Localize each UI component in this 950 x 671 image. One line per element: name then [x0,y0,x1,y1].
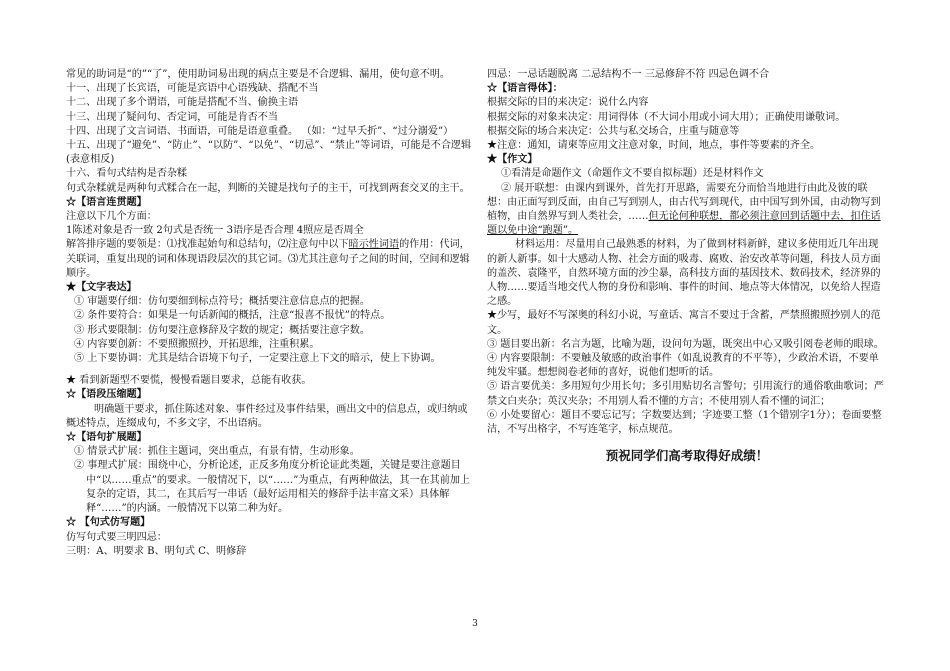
list-item: 十四、出现了文言词语、书面语，可能是语意重叠。 （如：“过早夭折”、“过分溺爱”） [66,125,454,137]
list-item: ④ 内容要限制：不要触及敏感的政治事件（如乱说教育的不平等），少政治术语，不要单纯发牢骚。想想阅卷老师的喜好，说他们想听的话。 [487,353,879,379]
list-item: ①看清是命题作文（命题作文不要自拟标题）还是材料作文 [501,168,764,180]
page-number: 3 [472,619,478,629]
section-heading: ☆ 【句式仿写题】 [66,517,151,529]
list-item: ② 事理式扩展：围绕中心，分析论述，正反多角度分析论证此类题，关键是要注意题目中“以……重点”的要求。一般情况下，以“……”为重点，有两种做法，其一在其前加上复杂的定语，其二，在其后写一串话（最好运用相关的修辞手法丰富文采）具体解释“……”的内涵。一般情况下以第二种为好。 [74,460,471,515]
list-item: 十五、出现了“避免”、“防止”、“以防”、“以免”、“切忌”、“禁止”等词语，可能是不合逻辑(表意相反) [66,140,472,166]
paragraph: 注意以下几个方面： [66,211,157,223]
paragraph-text: 的作用：代词，关联词，重复出现的词和体现语段层次的其它词。⑶尤其注意句子之间的时间，空间和逻辑顺序。 [66,239,470,279]
list-item: ⑤ 语言要优美：多用短句少用长句；多引用贴切名言警句；引用流行的通俗歌曲歌词；严禁文白夹杂；英汉夹杂；不用别人看不懂的方言；不使用别人看不懂的词汇； [487,381,884,407]
list-item: 十三、出现了疑问句、否定词，可能是肯否不当 [66,111,278,123]
spacer [66,366,472,374]
section-heading: ☆【语言得体】： [487,83,563,95]
right-column [487,68,887,463]
section-heading: ★【作文】 [487,154,538,166]
paragraph [66,238,472,281]
paragraph: 三明：A、明要求 B、明句式 C、明修辞 [66,545,247,557]
list-item: ③ 题目要出新：名言为题，比喻为题，设问句为题，既突出中心又吸引阅卷老师的眼球。 [487,338,884,350]
paragraph: 明确题干要求，抓住陈述对象、事件经过及事件结果，画出文中的信息点，或归纳或概述特点，连缀成句，不多文字，不出语病。 [66,403,468,429]
list-item: ⑥ 小处要留心：题目不要忘记写；字数要达到；字迹要工整（1个错别字1分）；卷面要整洁，不写出格字，不写连笔字，标点规范。 [487,409,882,436]
left-column [66,68,472,559]
paragraph: ★ 看到新题型不要慌，慢慢看题目要求，总能有收获。 [66,375,312,387]
paragraph: ★注意：通知，请柬等应用文注意对象，时间，地点，事件等要素的齐全。 [487,140,821,152]
section-heading: ★【文字表达】 [66,282,137,294]
section-heading: ☆【语段压缩题】 [66,389,147,401]
closing-wishes: 预祝同学们高考取得好成绩！ [605,448,769,464]
list-item [487,182,887,239]
list-item: 十二、出现了多个谓语，可能是搭配不当、偷换主语 [66,97,299,109]
list-item: ② 条件要符合：如果是一句话新闻的概括，注意“报喜不报忧”的特点。 [74,310,391,322]
paragraph-text: 解答排序题的要领是：⑴找准起始句和总结句，⑵注意句中以下 [66,239,349,251]
paragraph: ★少写，最好不写深奥的科幻小说，写童话、寓言不要过于含蓄，严禁照搬照抄别人的范文。 [487,310,881,336]
paragraph-text: ② 展开联想：由课内到课外，首先打开思路，需要充分而恰当地进行由此及彼的联想：由正面写到反面，由自己写到别人，由古代写到现代，由中国写到外国，由动物写到植物，由自然界写到人类社会，…… [487,182,881,223]
section-heading: ☆【语句扩展题】 [66,432,147,444]
paragraph: 仿写句式要三明四忌： [66,531,167,543]
underlined-term: 暗示性词语 [348,239,400,251]
paragraph: 材料运用：尽量用自己最熟悉的材料，为了做到材料新鲜，建议多使用近几年出现的新人新事。如十大感动人物、社会方面的吸毒、腐败、治安改革等问题，科技人员方面的盖茨、袁隆平，自然环境方面的沙尘暴，高科技方面的基因技术、数码技术，经济界的人物……要适当地交代人物的身份和影响、事件的时间、地点等大体情况，以免给人捏造之感。 [487,239,881,308]
list-item: ③ 形式要限制：仿句要注意修辞及字数的规定；概括要注意字数。 [74,324,370,336]
paragraph: 根据交际的场合来决定：公共与私交场合，庄重与随意等 [487,125,740,137]
paragraph: 常见的助词是“的”“了”，使用助词易出现的病点主要是不合逻辑、漏用，使句意不明。 [66,69,451,80]
list-item: ① 审题要仔细：仿句要细到标点符号；概括要注意信息点的把握。 [74,296,370,308]
paragraph: 根据交际的目的来决定：说什么内容 [487,97,649,109]
list-item: 十六、看句式结构是否杂糅 [66,168,188,180]
section-heading: ☆【语言连贯题】 [66,196,147,208]
paragraph: 根据交际的对象来决定：用词得体（不大词小用或小词大用）；正确使用谦敬词。 [487,111,846,123]
list-item: ⑤ 上下要协调：尤其是结合语境下句子，一定要注意上下文的暗示，使上下协调。 [74,353,441,365]
list-item: ④ 内容要创新：不要照搬照抄，开拓思维，注重积累。 [74,338,320,350]
underlined-text: 但无论何种联想，都必须注意回到话题中去，扣住话题以免中途“跑题”。 [487,211,881,237]
list-item: ① 情景式扩展：抓住主题词，突出重点，有景有情，生动形象。 [74,446,360,458]
paragraph: 四忌：一忌话题脱离 二忌结构不一 三忌修辞不符 四忌色调不合 [487,69,770,80]
list-item: 十一、出现了长宾语，可能是宾语中心语残缺、搭配不当 [66,83,319,95]
paragraph: 句式杂糅就是两种句式糅合在一起，判断的关键是找句子的主干，可找到两套交叉的主干。 [66,182,470,194]
paragraph: 1陈述对象是否一致 2句式是否统一 3语序是否合理 4照应是否周全 [66,225,364,237]
